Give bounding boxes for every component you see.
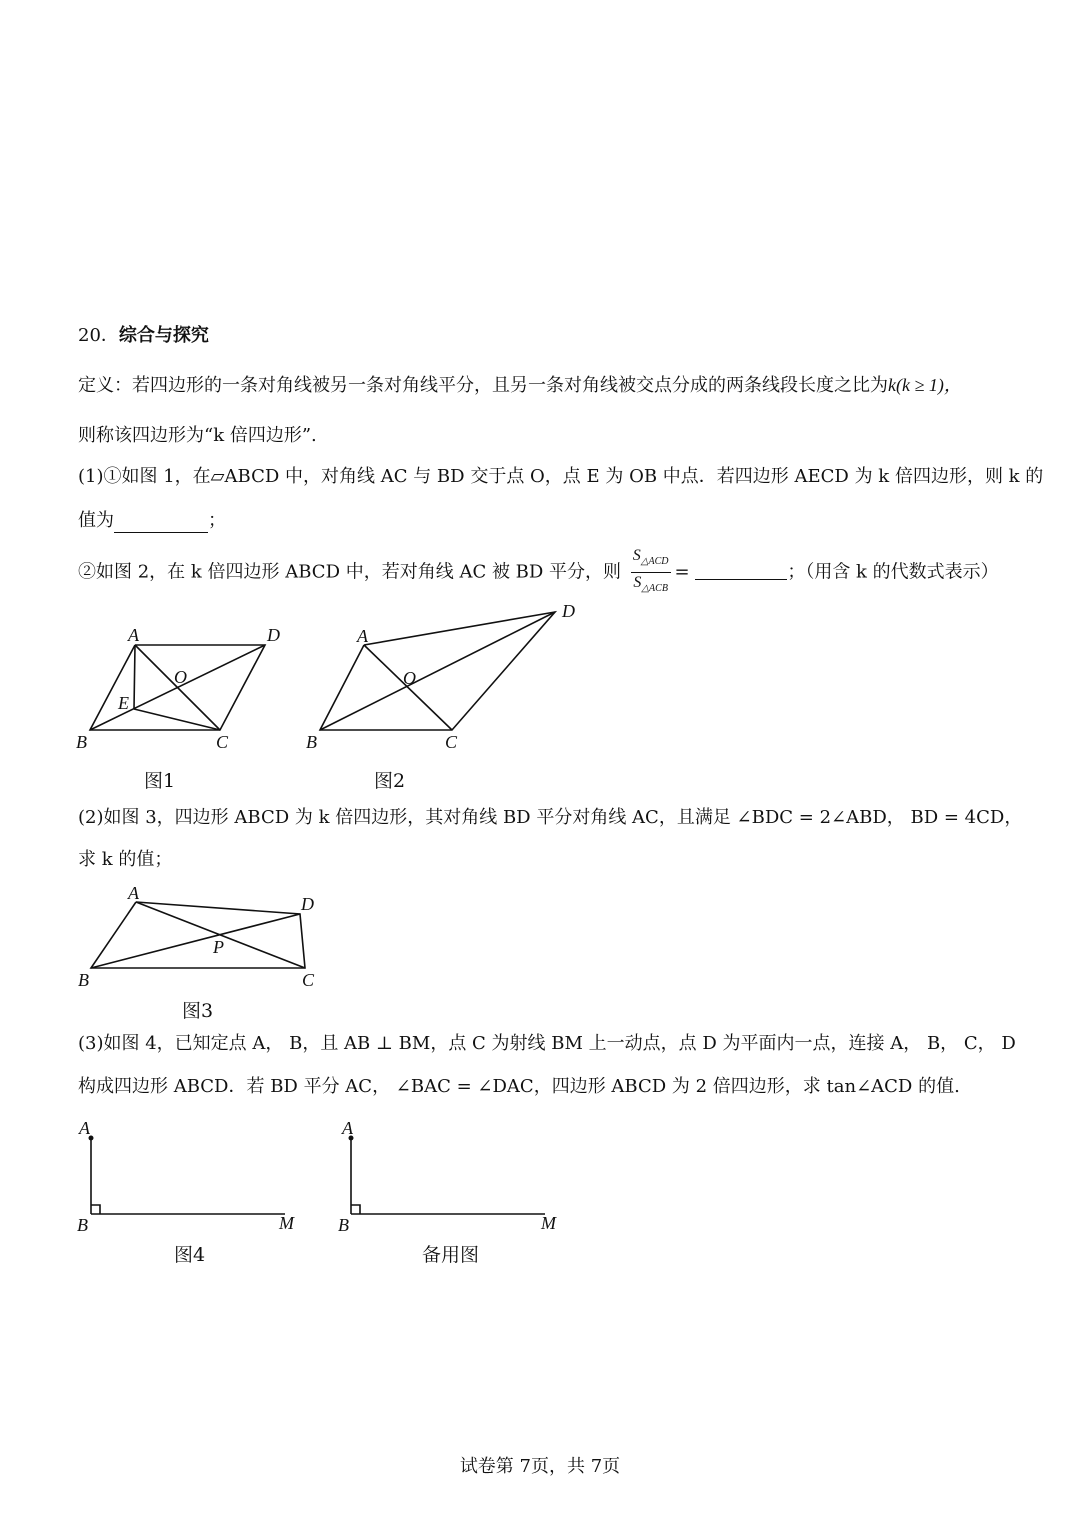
fig1-label-c: C <box>216 732 229 752</box>
fraction-denominator-sub: △ACB <box>641 583 668 595</box>
fig3-label-c: C <box>302 970 315 990</box>
part1b-text: ②如图 2，在 k 倍四边形 ABCD 中，若对角线 AC 被 BD 平分，则 <box>78 561 622 583</box>
fig2-label-o: O <box>403 668 416 688</box>
part2-line-2: 求 k 的值； <box>78 849 173 870</box>
fig1-segment-ae <box>134 645 135 709</box>
spare-right-angle-mark <box>351 1205 360 1214</box>
equals-sign: = <box>674 561 690 583</box>
fig1-caption: 图1 <box>144 770 176 792</box>
fig3-label-d: D <box>301 894 314 914</box>
spare-label-a: A <box>342 1118 353 1138</box>
fig3-label-a: A <box>128 883 139 903</box>
part3-line-2: 构成四边形 ABCD．若 BD 平分 AC， ∠BAC = ∠DAC，四边形 ABCD 为 2 倍四边形，求 tan∠ACD 的值. <box>78 1076 960 1097</box>
definition-text: 定义：若四边形的一条对角线被另一条对角线平分，且另一条对角线被交点分成的两条线段长度之比为 <box>78 375 888 396</box>
fig3-label-b: B <box>78 970 89 990</box>
area-ratio-fraction <box>631 546 671 599</box>
fig4-label-b: B <box>77 1215 88 1235</box>
fig1-label-e: E <box>118 693 129 713</box>
fraction-numerator-sub: △ACD <box>640 556 669 568</box>
part1b-suffix: ；（用含 k 的代数式表示） <box>787 561 999 583</box>
spare-caption: 备用图 <box>422 1244 480 1266</box>
fig1-segment-ec <box>134 709 220 730</box>
spare-label-b: B <box>338 1215 349 1235</box>
fraction-numerator: S <box>632 547 641 564</box>
figure-1 <box>70 620 300 760</box>
fraction-denominator: S <box>633 574 642 592</box>
fig1-label-b: B <box>76 732 87 752</box>
part1b-answer-blank[interactable] <box>695 565 787 580</box>
part1-answer-prefix: 值为 <box>78 510 114 531</box>
fig3-quadrilateral <box>91 902 305 968</box>
part1b-line <box>78 546 999 599</box>
fig4-caption: 图4 <box>174 1244 206 1266</box>
fig1-label-a: A <box>128 625 139 645</box>
fig3-caption: 图3 <box>182 1000 214 1022</box>
part1-line-2 <box>78 509 226 533</box>
definition-line-1 <box>78 373 962 398</box>
figure-4 <box>70 1112 310 1237</box>
fig2-caption: 图2 <box>374 770 406 792</box>
part1-answer-blank[interactable] <box>114 512 208 533</box>
part3-line-1: (3)如图 4，已知定点 A， B，且 AB ⊥ BM，点 C 为射线 BM 上一动点，点 D 为平面内一点，连接 A， B， C， D <box>78 1033 1016 1054</box>
part2-line-1: (2)如图 3，四边形 ABCD 为 k 倍四边形，其对角线 BD 平分对角线 AC，且满足 ∠BDC = 2∠ABD， BD = 4CD， <box>78 807 1023 828</box>
definition-line-2: 则称该四边形为“k 倍四边形”. <box>78 425 317 446</box>
question-heading <box>78 324 209 348</box>
fig2-label-d: D <box>562 601 575 621</box>
fig3-label-p: P <box>213 937 224 957</box>
fig4-right-angle-mark <box>91 1205 100 1214</box>
question-number: 20． <box>78 325 119 346</box>
fig4-label-m: M <box>279 1213 294 1233</box>
fig2-label-a: A <box>357 626 368 646</box>
definition-condition: k(k ≥ 1)， <box>888 375 962 395</box>
fig1-diagonal-bd <box>90 645 265 730</box>
fig2-label-b: B <box>306 732 317 752</box>
figure-3 <box>70 878 330 993</box>
fig1-label-o: O <box>174 667 187 687</box>
fig4-label-a: A <box>79 1118 90 1138</box>
figure-spare <box>330 1112 570 1237</box>
part1-answer-suffix: ； <box>208 510 226 531</box>
page-footer: 试卷第 7页，共 7页 <box>459 1456 621 1477</box>
fig1-label-d: D <box>267 625 280 645</box>
part1-line-1: (1)①如图 1，在▱ABCD 中，对角线 AC 与 BD 交于点 O，点 E 为 OB 中点．若四边形 AECD 为 k 倍四边形，则 k 的 <box>78 466 1044 487</box>
figure-2 <box>300 600 590 760</box>
question-title: 综合与探究 <box>118 325 209 346</box>
fig2-label-c: C <box>445 732 458 752</box>
fig2-diagonal-bd <box>320 612 555 730</box>
spare-label-m: M <box>541 1213 556 1233</box>
